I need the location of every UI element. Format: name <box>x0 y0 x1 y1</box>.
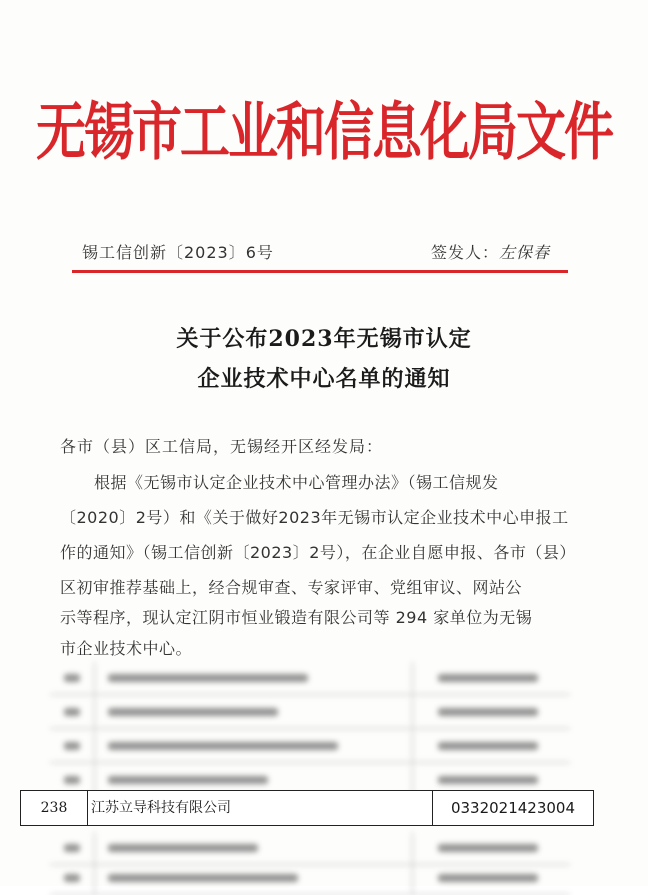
blurred-company-table <box>50 662 570 892</box>
row-number: 238 <box>21 791 88 825</box>
signer <box>431 240 550 263</box>
signer-label: 签发人： <box>430 243 499 262</box>
signer-name: 左保春 <box>498 243 550 262</box>
body-line: 区初审推荐基础上，经合规审查、专家评审、党组审议、网站公 <box>60 578 523 597</box>
body-line: 作的通知》（锡工信创新〔2023〕2号），在企业自愿申报、各市（县） <box>60 543 576 562</box>
body-line: 市企业技术中心。 <box>60 639 193 658</box>
blurred-table-row <box>50 730 570 763</box>
body-line: 〔2020〕2号）和《关于做好2023年无锡市认定企业技术中心申报工 <box>60 508 569 527</box>
company-name: 江苏立导科技有限公司 <box>87 791 433 825</box>
company-code: 0332021423004 <box>450 799 576 817</box>
masthead-title: 无锡市工业和信息化局文件 <box>36 95 612 169</box>
blurred-table-row <box>50 832 570 865</box>
red-divider-line <box>72 270 568 273</box>
body-line: 示等程序，现认定江阴市恒业锻造有限公司等 294 家单位为无锡 <box>60 608 533 627</box>
blurred-table-row <box>50 862 570 895</box>
body-line: 根据《无锡市认定企业技术中心管理办法》（锡工信规发 <box>94 473 499 492</box>
notice-title-line-1: 关于公布2023年无锡市认定 <box>176 326 472 352</box>
document-number: 锡工信创新〔2023〕6号 <box>82 243 274 262</box>
addressee: 各市（县）区工信局，无锡经开区经发局： <box>60 437 384 456</box>
notice-title-line-2: 企业技术中心名单的通知 <box>197 366 451 392</box>
highlighted-table-row <box>20 790 594 826</box>
blurred-table-row <box>50 696 570 729</box>
blurred-table-row <box>50 662 570 695</box>
